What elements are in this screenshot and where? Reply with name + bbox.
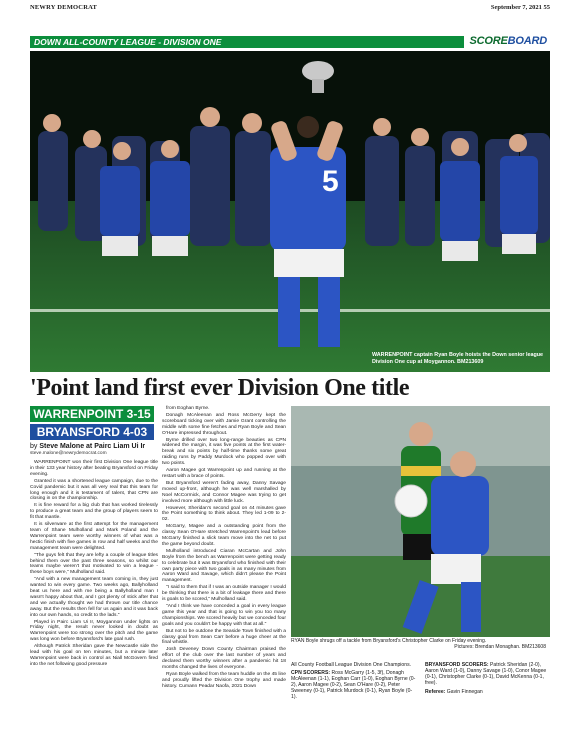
paragraph: Although Patrick Sheridan gave the Newcastle side the lead with his goal on ten minutes, but a minute later Warrenpoint were back in control as Niall McGovern fired into the net following good pressure (30, 644, 158, 667)
article-column-1 (30, 460, 158, 669)
second-photo-illustration (291, 406, 550, 637)
bryansford-scorers-list: Patrick Sheridan (2-0), Aaron Ward (1-0), Danny Savage (1-0), Conor Magee (0-1), Christopher Clarke (0-1), David McKenna (0-1, free). (425, 662, 547, 687)
referee-label: Referee: (425, 689, 446, 696)
bryansford-scorers-label: BRYANSFORD SCORERS: (425, 662, 489, 668)
paragraph: But Bryansford weren't fading away, Danny Savage moved up-front, although he was well marshalled by Noel McCormick, and Connor Magee was trying to get involved more although with little luck. (162, 480, 286, 504)
scoreboard-logo-part-a: SCORE (469, 35, 508, 47)
main-photo-caption: WARRENPOINT captain Ryan Boyle hoists the Down senior league Division One cup at Moygannon. BM213609 (372, 352, 544, 365)
second-caption-credit: Pictures: Brendan Monaghan. BM213608 (454, 644, 546, 650)
byline-prefix: by (30, 443, 40, 450)
referee-line (425, 689, 550, 695)
byline (30, 443, 158, 451)
paragraph: Granted it was a shortened league campaign, due to the Covid pandemic but it was all very real that this team for long enough and it is testament of talent, that CPN are closing in on the championship. (30, 478, 158, 502)
newspaper-name: NEWRY DEMOCRAT (30, 4, 98, 11)
paragraph: Ryan Boyle walked from the team huddle on the 45 line and proudly lifted the Division One trophy and made history. Cumann Peadar Naofa, 2021 Down (162, 671, 286, 689)
paragraph: "And I think we have conceded a goal in every league game this year and that is going to win you too many championships. We scored heavily but we conceded four goals and you couldn't be happy with that at all." (162, 604, 286, 627)
paragraph: "The guys felt that they are lefty a couple of league titles behind them over the past three seasons, so whilst our teams maybe weren't that motivated to win a league - these boys were," Mulholland said. (30, 552, 158, 576)
paragraph: Played in Pairc Liam Ui Ir, Moygannon under lights on Friday night, the result never looked in doubt as Warrenpoint were too strong over the pitch and the game was long won before Bryansford's late goal rush. (30, 619, 158, 643)
bryansford-scorers (425, 662, 550, 686)
paragraph: It is fine reward for a big club that has worked tirelessly to produce a great team and the group of players seem to fit that mantle. (30, 503, 158, 521)
paragraph: Josh Deveney Down County Chairman praised the effort of the club over the last number of years and declared them worthy winners after a pandemic hit 18 months changed the lives of everyone. (162, 647, 286, 671)
score-home: WARRENPOINT 3-15 (30, 406, 154, 422)
paragraph: WARRENPOINT won their first Division One league title in their 133 year history after beating Bryansford on Friday evening. (30, 460, 158, 477)
paragraph: "I said to them that if I was an outside manager I would be thinking that there is a bit of leakage there and there is goals to be scored," Mulholland said. (162, 585, 286, 603)
svg-text:5: 5 (322, 165, 339, 198)
paragraph: "And with a new management team coming in, they just wanted to win every game. Two weeks ago, Ballyholland beat us here and with me being a Ballyholland man I wasn't happy about that, and I got plenty of stick after that and we actually thought we had thrown our title chance away. But the results then fell for us again and it was back into our own hands, so credit to the lads." (30, 577, 158, 618)
paragraph: Donagh McAleenan and Ross McGerry kept the scoreboard ticking over with Jamie Grant controlling the middle with some fine fetches and Ryan Boyle and Sean O'Hare impressed throughout. (162, 412, 286, 436)
second-photo-caption (291, 638, 550, 650)
scoreboard-logo-part-b: BOARD (507, 35, 547, 47)
paragraph: from Eoghan Byrne. (166, 406, 210, 411)
paragraph: McGarry, Magee and a outstanding point from the classy Sean O'Hare stretched Warrenpoint's lead before McGarry finished a slick team move into the net to put the game beyond doubt. (162, 524, 286, 547)
byline-author: Steve Malone at Pairc Liam Ui Ir (39, 443, 146, 450)
second-photo-tackle (291, 406, 550, 637)
cpn-scorers-list: Ross McGarry (1-5, 3f), Donagh McAleenan (1-1), Eoghan Carr (1-0), Eoghan Byrne (0-2), Aaron Magee (0-2), Sean O'Hare (0-2), Peter Sweeney (0-1), Patrick Murdock (0-1), Ryan Boyle (0-1). (291, 670, 416, 701)
headline: 'Point land first ever Division One title (30, 375, 410, 401)
paragraph: It is silverware at the first attempt for the management team of Shane Mulholland and Mark Poland and the Warrenpoint team were worthy winners of what was a hectic finish with five games in row and half weeks and the management team were delighted. (30, 522, 158, 551)
cpn-scorers (291, 670, 416, 700)
article-column-2 (162, 406, 286, 691)
main-photo-celebration (30, 51, 550, 372)
champions-line: All County Football League Division One Champions. (291, 662, 412, 668)
referee-name: Gavin Finnegan (445, 689, 483, 696)
author-email: steve.malone@newrydemocrat.com (30, 451, 107, 456)
paragraph: Byrne drilled over two long-range beauties as CPN widened the margin, it was five points at the first water-break and six points by half-time thanks some great raiding runs by Paddy Murdock who popped over with two points. (162, 437, 286, 467)
cpn-scorers-label: CPN SCORERS: (291, 670, 331, 677)
date-and-page-number: September 7, 2021 55 (490, 4, 550, 11)
section-bar (30, 36, 550, 48)
paragraph: However, Sheridan's second goal on 44 minutes gave the Point something to think about. They led 1-09 to 2-02. (162, 505, 286, 523)
paragraph: Mulholland introduced Ciaran McCartan and John Boyle from the bench as Warrenpoint were getting ready to celebrate but it was Bryansford who finished with their own party piece with two goals in as many minutes from Aaron Ward and Savage, which didn't please the Point management. (162, 548, 286, 584)
score-away: BRYANSFORD 4-03 (30, 424, 154, 440)
page-header (30, 4, 550, 14)
section-title: DOWN ALL-COUNTY LEAGUE - DIVISION ONE (34, 37, 222, 47)
bryansford-scorers-block (425, 662, 550, 695)
scoreboard-logo (464, 35, 550, 49)
paragraph: But not to be outdone the Seaside Town finished with a classy goal from Sean Carr before a huge cheer at the final whistle. (162, 628, 286, 646)
main-photo-illustration (30, 51, 550, 372)
cpn-scorers-block (291, 662, 416, 703)
paragraph: Aaron Magee got Warrenpoint up and running at the restart with a brace of points. (162, 468, 286, 479)
second-caption-line1: RYAN Boyle shrugs off a tackle from Bryansford's Christopher Clarke on Friday evening. (291, 638, 487, 644)
